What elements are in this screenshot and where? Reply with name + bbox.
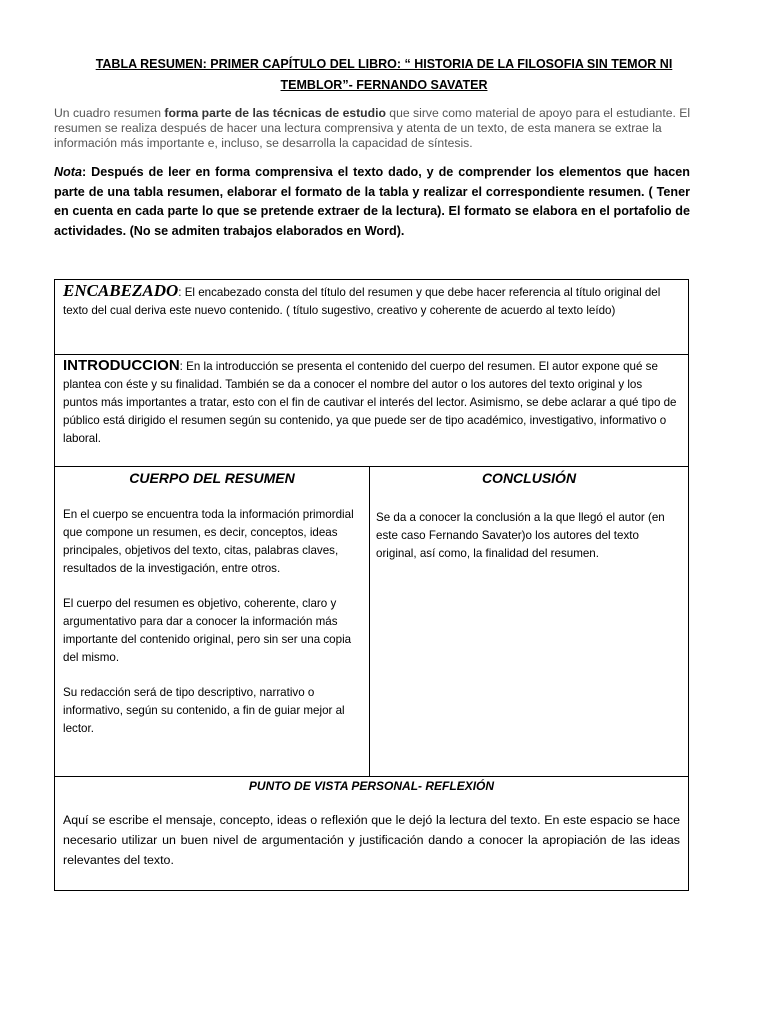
encabezado-text: : El encabezado consta del título del resumen y que debe hacer referencia al título original del texto del cual deriva este nuevo contenido. ( título sugestivo, creativo y coherente de acuerdo al texto leído) [63,286,661,317]
punto-de-vista-text: Aquí se escribe el mensaje, concepto, ideas o reflexión que le dejó la lectura del texto. En este espacio se hace necesario utilizar un buen nivel de argumentación y justificación dando a conocer la apropiación de las ideas relevantes del texto. [63,813,680,867]
encabezado-label: ENCABEZADO [63,281,179,300]
nota-label: Nota [54,165,82,179]
cuerpo-cell [54,466,370,777]
introduccion-label: INTRODUCCION [63,357,180,374]
intro-text-end: que sirve como material de apoyo para el estudiante. El resumen se realiza después de hacer una lectura comprensiva y atenta de un texto, de esta manera se extrae la información más importante e, incluso, se desarrolla la capacidad de síntesis. [54,106,691,150]
cuerpo-body [63,506,361,738]
intro-paragraph [54,106,704,151]
encabezado-cell [54,279,689,355]
introduccion-text: : En la introducción se presenta el contenido del cuerpo del resumen. El autor expone qué se plantea con éste y su finalidad. También se da a conocer el nombre del autor o los autores del texto original y los puntos más importantes a tratar, esto con el fin de cautivar el interés del lector. Asimismo, se debe aclarar a qué tipo de público está dirigido el resumen según su contenido, ya que puede ser de tipo académico, investigativo, informativo o laboral. [63,360,677,445]
document-title: TABLA RESUMEN: PRIMER CAPÍTULO DEL LIBRO: “ HISTORIA DE LA FILOSOFIA SIN TEMOR NI TEMBLOR”- FERNANDO SAVATER [95,57,673,92]
conclusion-cell [369,466,689,777]
nota-text: : Después de leer en forma comprensiva el texto dado, y de comprender los elementos que hacen parte de una tabla resumen, elaborar el formato de la tabla y realizar el correspondiente resumen. ( Tener en cuenta en cada parte lo que se pretende extraer de la lectura). El formato se elabora en el portafolio de actividades. (No se admiten trabajos elaborados en Word). [54,165,690,238]
conclusion-heading: CONCLUSIÓN [481,470,577,486]
cuerpo-paragraph: Su redacción será de tipo descriptivo, narrativo o informativo, según su contenido, a fin de guiar mejor al lector. [63,686,345,735]
punto-de-vista-heading: PUNTO DE VISTA PERSONAL- REFLEXIÓN [248,779,495,793]
intro-text-start: Un cuadro resumen [54,106,165,120]
encabezado-content [63,282,680,320]
conclusion-text: Se da a conocer la conclusión a la que llegó el autor (en este caso Fernando Savater)o los autores del texto original, así como, la finalidad del resumen. [376,511,665,560]
cuerpo-heading: CUERPO DEL RESUMEN [129,470,295,486]
introduccion-cell [54,354,689,467]
cuerpo-paragraph: En el cuerpo se encuentra toda la información primordial que compone un resumen, es decir, conceptos, ideas principales, objetivos del texto, citas, palabras claves, resultados de la investigación, entre otros. [63,508,354,575]
cuerpo-paragraph: El cuerpo del resumen es objetivo, coherente, claro y argumentativo para dar a conocer la información más importante del contenido original, pero sin ser una copia del mismo. [63,597,352,664]
punto-de-vista-cell [54,776,689,891]
introduccion-content [63,357,680,448]
intro-text-bold: forma parte de las técnicas de estudio [164,106,386,120]
nota-paragraph [54,163,690,241]
